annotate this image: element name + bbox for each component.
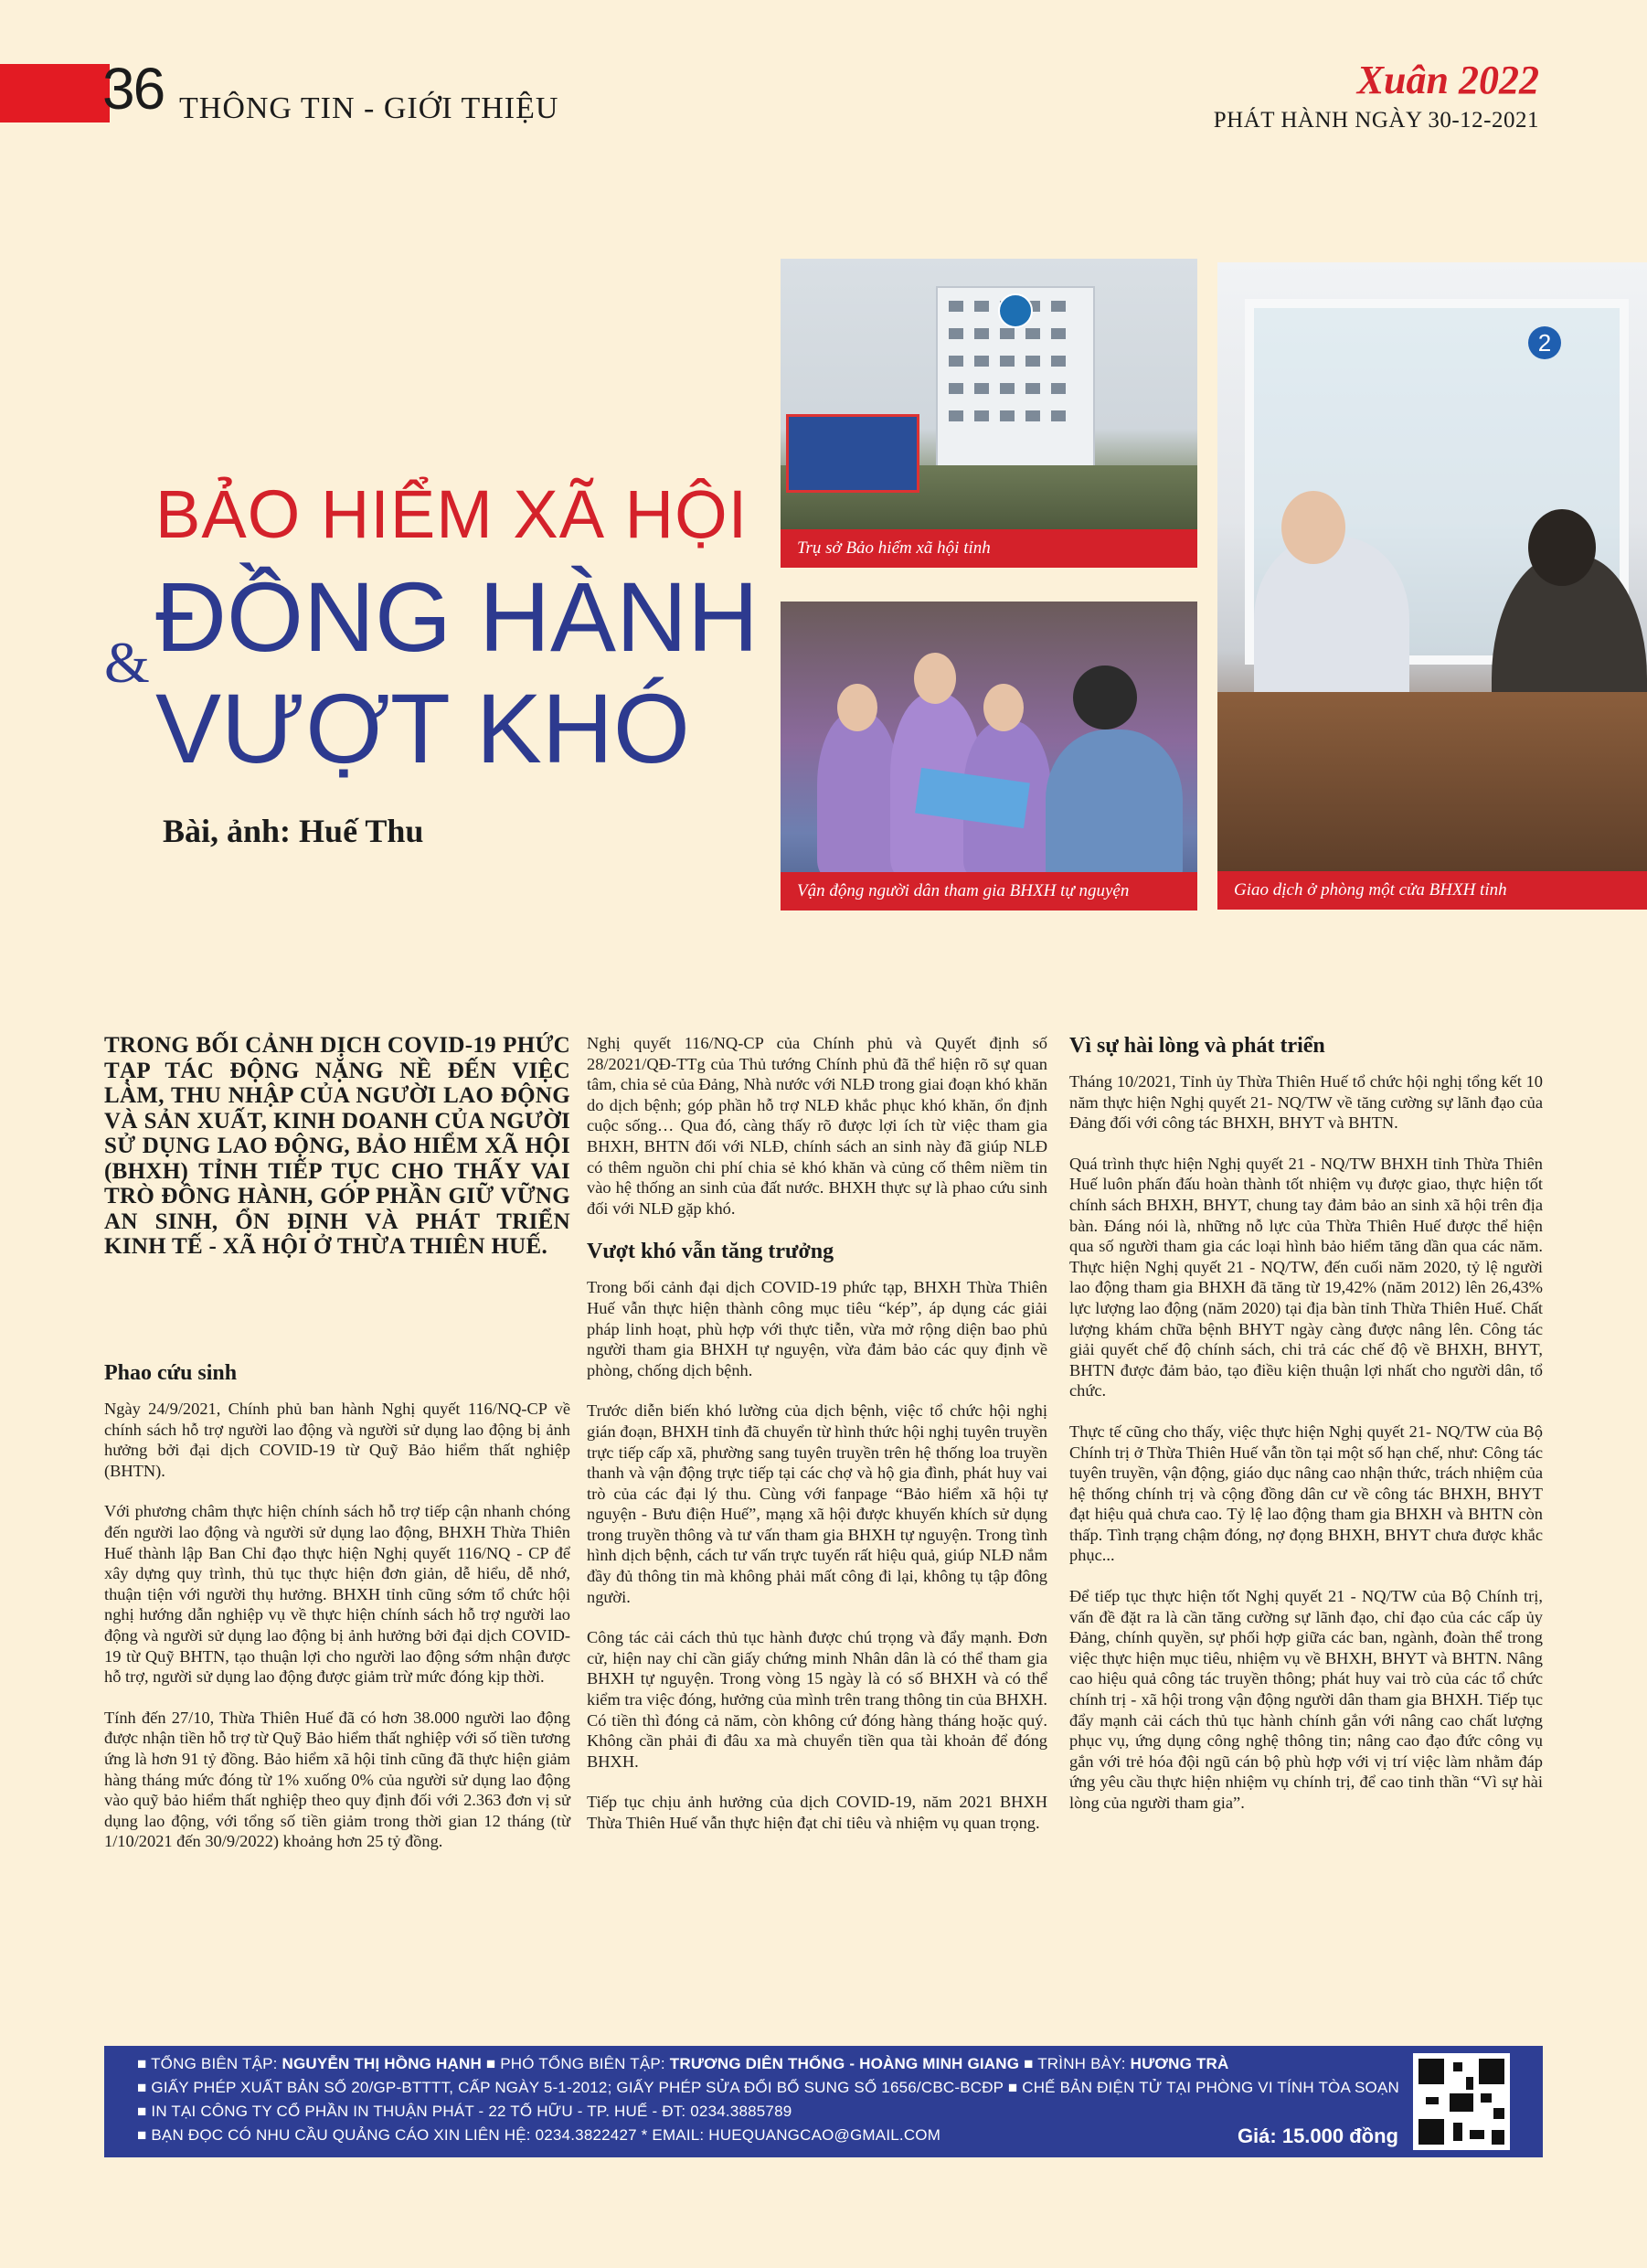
headline-line1: BẢO HIỂM XÃ HỘI [155,476,749,552]
photo-caption: Vận động người dân tham gia BHXH tự nguyện [781,872,1197,910]
paragraph: Trước diễn biến khó lường của dịch bệnh, việc tổ chức hội nghị gián đoạn, BHXH tỉnh đã chuyển từ hình thức hội nghị tuyên truyền trực tiếp cấp xã, phường sang tuyên truyền trên hệ thống loa truyền thanh và vận động trực tiếp tại các chợ và hộ gia đình, phát huy vai trò của các đại lý thu. Cùng với fanpage “Bảo hiểm xã hội tự nguyện - Bưu điện Huế”, mạng xã hội được khuyến khích sử dụng trong truyền thông và tư vấn tham gia BHXH tự nguyện. Trong tình hình dịch bệnh, cách tư vấn trực tuyến rất hiệu quả, giúp NLĐ nắm đầy đủ thông tin mà không phải mất công đi lại, không tụ tập đông người. [587,1401,1047,1606]
paragraph: Quá trình thực hiện Nghị quyết 21 - NQ/TW BHXH tỉnh Thừa Thiên Huế luôn phấn đấu hoàn thành tốt nhiệm vụ được giao, thực hiện tốt chính sách BHXH, BHYT, chung tay đảm bảo an sinh xã hội trên địa bàn. Đáng nói là, những nỗ lực của Thừa Thiên Huế được thể hiện qua số người tham gia các loại hình bảo hiểm tăng dần qua các năm. Thực hiện Nghị quyết 21 - NQ/TW, đến cuối năm 2020, tỷ lệ người lao động tham gia BHXH đã tăng từ 19,42% (năm 2012) lên 26,43% lực lượng lao động (năm 2020) tại địa bàn tỉnh Thừa Thiên Huế. Chất lượng khám chữa bệnh BHYT ngày càng được nâng lên. Công tác giải quyết chế độ chính sách, chi trả các chế độ về BHXH, BHYT, BHTN được đảm bảo, tạo điều kiện thuận lợi nhất cho người dân, tổ chức. [1069,1154,1543,1400]
helmet-illustration [1073,665,1137,729]
photo-outreach [781,602,1197,910]
counter-desk-illustration [1217,692,1647,871]
footer-ads-line: ■ BẠN ĐỌC CÓ NHU CẦU QUẢNG CÁO XIN LIÊN HỆ: 0234.3822427 * EMAIL: HUEQUANGCAO@GMAIL.COM [137,2126,941,2144]
footer-label: ■ PHÓ TỔNG BIÊN TẬP: [485,2055,665,2072]
editor-in-chief: NGUYỄN THỊ HỒNG HẠNH [282,2055,482,2072]
footer-editors-line [137,2055,1228,2073]
face-illustration [1281,491,1345,564]
hair-illustration [1528,509,1596,586]
article-column-3 [1069,1033,1543,1834]
price-label: Giá: 15.000 đồng [1237,2124,1398,2147]
headline-ampersand: & [104,630,150,695]
photo-counter [1217,262,1647,910]
face-illustration [983,684,1024,731]
section-heading: Phao cứu sinh [104,1361,238,1385]
page-number: 36 [102,56,165,122]
paragraph: Để tiếp tục thực hiện tốt Nghị quyết 21 - NQ/TW của Bộ Chính trị, vấn đề đặt ra là cần tăng cường sự lãnh đạo, chỉ đạo của các cấp ủy Đảng, chính quyền, sự phối hợp giữa các ban, ngành, đoàn thể trong việc thực hiện mục tiêu, nhiệm vụ về BHXH, BHYT và BHTN. Nâng cao hiệu quả công tác truyền thông; phát huy vai trò của các tổ chức chính trị - xã hội trong vận động người dân tham gia BHXH. Tiếp tục đẩy mạnh cải cách thủ tục hành chính gắn với nâng cao chất lượng phục vụ, ứng dụng công nghệ thông tin; nâng cao đạo đức công vụ gắn với trẻ hóa đội ngũ cán bộ phù hợp với vị trí việc làm nhằm đáp ứng yêu cầu thực hiện nhiệm vụ chính trị, để cao tinh thần “Vì sự hài lòng của người tham gia”. [1069,1587,1543,1812]
paragraph: Nghị quyết 116/NQ-CP của Chính phủ và Quyết định số 28/2021/QĐ-TTg của Thủ tướng Chính phủ đã thể hiện rõ sự quan tâm, chia sẻ của Đảng, Nhà nước với NLĐ trong giai đoạn khó khăn do dịch bệnh; góp phần hỗ trợ NLĐ khắc phục khó khăn, ổn định cuộc sống… Qua đó, càng thấy rõ được lợi ích từ việc tham gia BHXH, BHTN đối với NLĐ, chính sách an sinh này đã giúp NLĐ có thêm nguồn chi phí chia sẻ khó khăn và củng cố thêm niềm tin vào hệ thống an sinh của đất nước. BHXH thực sự là phao cứu sinh đối với NLĐ gặp khó. [587,1034,1047,1218]
section-heading: Vì sự hài lòng và phát triển [1069,1034,1325,1058]
issue-title: Xuân 2022 [1356,58,1539,102]
photo-caption: Giao dịch ở phòng một cửa BHXH tỉnh [1217,871,1647,910]
paragraph: Thực tế cũng cho thấy, việc thực hiện Nghị quyết 21- NQ/TW của Bộ Chính trị ở Thừa Thiên Huế vẫn tồn tại một số hạn chế, như: Công tác tuyên truyền, vận động, giáo dục nâng cao nhận thức, trách nhiệm của hệ thống chính trị và cộng đồng dân cư về công tác BHXH, BHYT đạt hiệu quả chưa cao. Tỷ lệ lao động tham gia BHXH và BHTN còn thấp. Tình trạng chậm đóng, nợ đọng BHXH, BHYT chưa được khắc phục... [1069,1421,1543,1565]
article-lead: TRONG BỐI CẢNH DỊCH COVID-19 PHỨC TẠP TÁC ĐỘNG NẶNG NỀ ĐẾN VIỆC LÀM, THU NHẬP CỦA NGƯỜI LAO ĐỘNG VÀ SẢN XUẤT, KINH DOANH CỦA NGƯỜI SỬ DỤNG LAO ĐỘNG, BẢO HIỂM XÃ HỘI (BHXH) TỈNH TIẾP TỤC CHO THẤY VAI TRÒ ĐỒNG HÀNH, GÓP PHẦN GIỮ VỮNG AN SINH, ỔN ĐỊNH VÀ PHÁT TRIỂN KINH TẾ - XÃ HỘI Ở THỪA THIÊN HUẾ. [104,1033,570,1259]
deputy-editors: TRƯƠNG DIÊN THỐNG - HOÀNG MINH GIANG [669,2055,1020,2072]
photo-caption: Trụ sở Bảo hiểm xã hội tỉnh [781,529,1197,568]
headline-line2: ĐỒNG HÀNH [155,561,760,672]
paragraph: Ngày 24/9/2021, Chính phủ ban hành Nghị quyết 116/NQ-CP về chính sách hỗ trợ người lao động và người sử dụng lao động bị ảnh hưởng bởi đại dịch COVID-19 từ Quỹ Bảo hiểm thất nghiệp (BHTN). [104,1400,570,1480]
photo-headquarters [781,259,1197,568]
release-date: PHÁT HÀNH NGÀY 30-12-2021 [1213,108,1539,133]
article-column-2 [587,1033,1047,1854]
section-title: THÔNG TIN - GIỚI THIỆU [179,91,559,125]
paragraph: Tiếp tục chịu ảnh hưởng của dịch COVID-19, năm 2021 BHXH Thừa Thiên Huế vẫn thực hiện đạt chỉ tiêu và nhiệm vụ quan trọng. [587,1793,1047,1832]
paragraph: Tháng 10/2021, Tỉnh ủy Thừa Thiên Huế tổ chức hội nghị tổng kết 10 năm thực hiện Nghị quyết 21- NQ/TW về tăng cường sự lãnh đạo của Đảng đối với công tác BHXH, BHYT và BHTN. [1069,1072,1543,1133]
counter-number-icon: 2 [1528,326,1561,359]
paragraph: Với phương châm thực hiện chính sách hỗ trợ tiếp cận nhanh chóng đến người lao động và người sử dụng lao động, BHXH Thừa Thiên Huế thành lập Ban Chỉ đạo thực hiện Nghị quyết 116/NQ - CP để xây dựng quy trình, thủ tục thực hiện đơn giản, dễ hiểu, dễ nhớ, thuận tiện với người thụ hưởng. BHXH tỉnh cũng sớm tổ chức hội nghị hướng dẫn nghiệp vụ về thực hiện chính sách hỗ trợ người lao động và người sử dụng lao động bị ảnh hưởng bởi đại dịch COVID-19 từ Quỹ BHTN, tạo thuận lợi cho người lao động sớm nhận được hỗ trợ, người sử dụng lao động được giảm trừ mức đóng kịp thời. [104,1502,570,1687]
face-illustration [837,684,877,731]
person-illustration [817,711,899,876]
headline-line3: VƯỢT KHÓ [155,673,690,783]
section-heading: Vượt khó vẫn tăng trưởng [587,1240,834,1264]
paragraph: Công tác cải cách thủ tục hành được chú trọng và đẩy mạnh. Đơn cử, hiện nay chỉ cần giấy chứng minh Nhân dân là có thể tham gia BHXH tự nguyện. Trong vòng 15 ngày là có số BHXH và có thể kiểm tra việc đóng, hưởng của mình trên trang thông tin của BHXH. Có tiền thì đóng cả năm, còn không cứ đóng hàng tháng hoặc quý. Không cần phải đi đâu xa mà chuyển tiền qua tài khoản để đóng BHXH. [587,1628,1047,1771]
billboard-illustration [786,414,919,493]
paragraph: Trong bối cảnh đại dịch COVID-19 phức tạp, BHXH Thừa Thiên Huế vẫn thực hiện thành công mục tiêu “kép”, áp dụng các giải pháp linh hoạt, phù hợp với thực tiễn, vừa mở rộng diện bao phủ người tham gia BHXH tự nguyện, vừa đảm bảo các quy định về phòng, chống dịch bệnh. [587,1278,1047,1379]
footer-label: ■ TRÌNH BÀY: [1024,2055,1126,2072]
article-column-1 [104,1360,570,1872]
byline: Bài, ảnh: Huế Thu [163,813,424,849]
footer-printer-line: ■ IN TẠI CÔNG TY CỔ PHẦN IN THUẬN PHÁT - 22 TỐ HỮU - TP. HUẾ - ĐT: 0234.3885789 [137,2103,792,2120]
layout-designer: HƯƠNG TRÀ [1130,2055,1229,2072]
paragraph: Tính đến 27/10, Thừa Thiên Huế đã có hơn 38.000 người lao động được nhận tiền hỗ trợ từ Quỹ Bảo hiểm thất nghiệp với số tiền tương ứng là hơn 91 tỷ đồng. Bảo hiểm xã hội tỉnh cũng đã thực hiện giảm hàng tháng mức đóng từ 1% xuống 0% của người sử dụng lao động vào quỹ bảo hiểm thất nghiệp theo quy định đối với 2.363 đơn vị sử dụng lao động, với tổng số tiền giảm trong thời gian 12 tháng (từ 1/10/2021 đến 30/9/2022) khoảng hơn 25 tỷ đồng. [104,1708,570,1851]
bhxh-logo-icon [998,293,1033,328]
masthead-footer [104,2046,1543,2157]
face-illustration [914,653,956,704]
person-illustration [1046,729,1183,885]
header-red-bar [0,64,110,122]
qr-code-icon[interactable] [1413,2053,1510,2150]
footer-license-line: ■ GIẤY PHÉP XUẤT BẢN SỐ 20/GP-BTTTT, CẤP NGÀY 5-1-2012; GIẤY PHÉP SỬA ĐỔI BỔ SUNG SỐ 1656/CBC-BCĐP ■ CHẾ BẢN ĐIỆN TỬ TẠI PHÒNG VI TÍNH TÒA SOẠN [137,2079,1399,2096]
footer-label: ■ TỔNG BIÊN TẬP: [137,2055,278,2072]
